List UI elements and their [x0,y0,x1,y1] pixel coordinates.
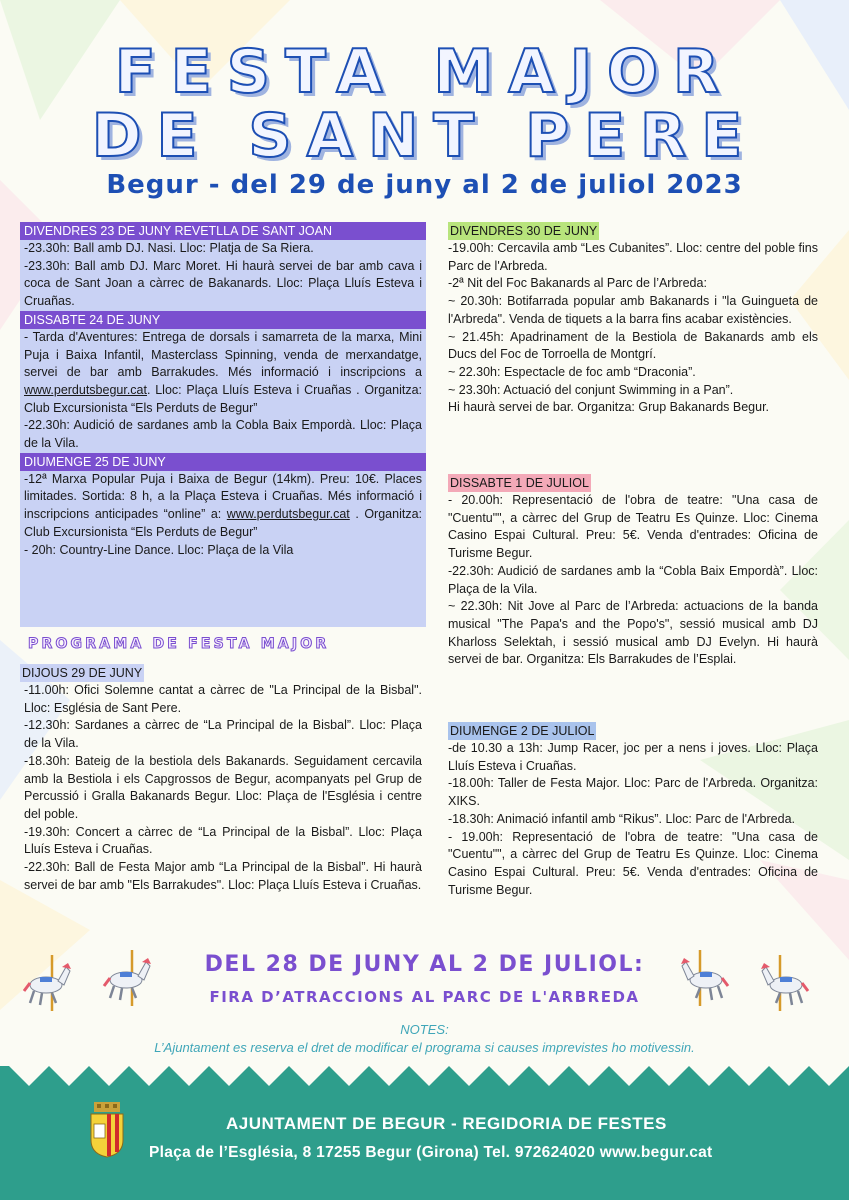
entry-time: - 20h: [24,542,56,557]
entry-text: Apadrinament de la Bestiola de Bakanards amb els Ducs del Foc de Torroella de Montgrí. [448,329,818,362]
subtitle: Begur - del 29 de juny al 2 de juliol 2023 [106,170,743,200]
schedule-entry [448,364,818,382]
schedule-entry [20,753,426,824]
entry-text: Audició de sardanes amb la Cobla Baix Empordà. Lloc: Plaça de la Vila. [24,418,422,451]
entry-text: Cercavila amb “Les Cubanites”. Lloc: centre del poble fins Parc de l'Arbreda. [448,241,818,273]
schedule-entry [20,240,426,258]
schedule-entry [20,542,426,560]
entry-text: Sardanes a càrrec de “La Principal de la Bisbal”. Lloc: Plaça de la Vila. [24,718,422,751]
entry-text: Concert a càrrec de “La Principal de la Bisbal”. Lloc: Plaça Lluís Esteva i Cruañas. [24,824,422,857]
schedule-entry [20,682,426,717]
entry-text: Taller de Festa Major. Lloc: Parc de l'Arbreda. Organitza: XIKS. [448,776,818,809]
entries-divendres-23 [20,240,426,311]
title-line-2: DE SANT PERE [91,101,758,171]
entry-time: -23.30h: [24,241,70,255]
perduts-link[interactable]: www.perdutsbegur.cat [226,507,350,522]
entry-time: -19.00h: [448,241,494,255]
municipal-crest-icon [88,1102,126,1158]
left-schedule-box [20,222,426,627]
entry-text: Ball amb DJ. Nasi. Lloc: Platja de Sa Riera. [69,241,314,255]
entry-time: -22.30h: [24,418,70,433]
entry-time: -de 10.30 a 13h: [448,741,543,755]
entries-divendres-30 [448,240,818,417]
entry-time: - Tarda d'Aventures: [24,329,138,344]
entry-time: -12ª Marxa Popular Puja i Baixa de Begur (14km). [24,471,315,486]
footer-address: Plaça de l’Església, 8 17255 Begur (Girona) Tel. 972624020 www.begur.cat [149,1144,713,1161]
entry-text: Ball de Festa Major amb “La Principal de la Bisbal”. Hi haurà servei de bar amb "Els Barrakudes". Lloc: Plaça Lluís Esteva i Cruañas. [24,860,422,892]
day-header-diumenge-25: DIUMENGE 25 DE JUNY [20,453,426,471]
entry-time: ~ 20.30h: [448,294,503,309]
entry-text: Representació de l'obra de teatre: "Una casa de "Cuentu"", a càrrec del Grup de Teatru Es Quinze. Lloc: Cinema Casino Espai Cultural. Preu: 5€. Venda d'entrades: Oficina de Turisme Begur. [448,493,818,561]
entry-text: Representació de l'obra de teatre: "Una casa de "Cuentu"", a càrrec del Grup de Teatru Es Quinze. Lloc: Cinema Casino Espai Cultural. Preu: 5€. Venda d'entrades: Oficina de Turisme Begur. [448,829,818,897]
entry-time: -2ª Nit del Foc Bakanards al Parc de l’Arbreda: [448,276,707,291]
schedule-entry [448,275,818,293]
notes-heading: NOTES: [400,1022,449,1037]
entry-time: ~ 23.30h: [448,382,501,397]
entry-time: -19.30h: [24,824,70,839]
schedule-entry [20,329,426,418]
programa-heading: PROGRAMA DE FESTA MAJOR [28,636,330,652]
entry-text: Ofici Solemne cantat a càrrec de "La Principal de la Bisbal". Lloc: Església de Sant Pere. [24,683,422,715]
day-header-dijous-29: DIJOUS 29 DE JUNY [22,666,143,680]
entry-time: ~ 21.45h: [448,329,504,344]
schedule-entry [448,240,818,275]
day-header-divendres-23: DIVENDRES 23 DE JUNY REVETLLA DE SANT JOAN [20,222,426,240]
diumenge-2-section [448,722,818,899]
entry-text: Espectacle de foc amb “Draconia”. [500,364,696,379]
entry-time: ~ 22.30h: [448,364,501,379]
entry-time: -18.00h: [448,776,494,791]
entry-time: - 19.00h: [448,829,504,844]
entry-time: -12.30h: [24,718,70,733]
entry-text: Hi haurà servei de bar. Organitza: Grup Bakanards Begur. [448,400,770,415]
perduts-link[interactable]: www.perdutsbegur.cat [24,382,147,397]
schedule-entry [448,382,818,400]
schedule-entry [448,293,818,328]
entry-time: -18.30h: [24,753,70,768]
schedule-entry [448,399,818,417]
divendres-30-section [448,222,818,417]
entry-time: -22.30h: [448,563,494,578]
schedule-entry [20,717,426,752]
entry-text: Bateig de la bestiola dels Bakanards. Seguidament cercavila amb la Bestiola i els Capgrossos de Begur, acompanyats pel Grup de Percussió i Gralla Bakanards Begur. Lloc: Plaça de l'Església i centre del poble. [24,753,422,821]
entry-text: Country-Line Dance. Lloc: Plaça de la Vila [55,542,294,557]
schedule-entry [20,859,426,894]
notes-text: L’Ajuntament es reserva el dret de modificar el programa si causes imprevistes ho motivessin. [154,1040,695,1055]
entry-text: Actuació del conjunt Swimming in a Pan”. [500,382,734,397]
entry-text: Botifarrada popular amb Bakanards i "la Guingueta de l'Arbreda". Venda de tiquets a la barra fins acabar existències. [448,294,818,326]
entry-time: -22.30h: [24,860,70,875]
schedule-entry [448,775,818,810]
entry-time: -18.30h: [448,811,494,826]
entry-time: -23.30h: [24,258,70,273]
dijous-section [20,664,426,894]
entry-text: Nit Jove al Parc de l’Arbreda: actuacions de la banda musical "The Papa's and the Popo's", sessió musical amb DJ Kharloss Selektah, i sessió musical amb DJ Evelyn. Hi haurà servei de bar. Organitza: Els Barrakudes de l’Esplai. [448,599,818,667]
entry-text: Preu: 10€. Places limitades. Sortida: 8 h, a la Plaça Esteva i Cruañas. Més informació i inscripcions anticipades “online” a: [24,471,422,522]
dissabte-1-section [448,474,818,669]
entry-time: ~ 22.30h: [448,599,503,614]
entry-text-after: . Lloc: Plaça Lluís Esteva i Cruañas . Organitza: Club Excursionista “Els Perduts de Begur” [24,382,422,415]
footer-organization: AJUNTAMENT DE BEGUR - REGIDORIA DE FESTES [226,1114,667,1133]
entries-dissabte-24 [20,329,426,453]
entry-text-after: . Organitza: Club Excursionista “Els Perduts de Begur” [24,507,423,539]
schedule-entry [448,492,818,563]
entry-text: Animació infantil amb “Rikus”. Lloc: Parc de l'Arbreda. [493,811,795,826]
schedule-entry [20,258,426,311]
day-header-divendres-30: DIVENDRES 30 DE JUNY [450,224,598,238]
schedule-entry [448,740,818,775]
entry-text: Ball amb DJ. Marc Moret. Hi haurà servei de bar amb cava i coca de Sant Joan a càrrec de Bakanards. Lloc: Plaça Lluís Esteva i Cruañas. [24,258,422,309]
fira-dates: DEL 28 DE JUNY AL 2 DE JULIOL: [204,952,645,977]
entry-time: -11.00h: [24,683,69,697]
entry-time: - 20.00h: [448,493,504,507]
schedule-entry [448,811,818,829]
entries-diumenge-2 [448,740,818,899]
day-header-dissabte-24: DISSABTE 24 DE JUNY [20,311,426,329]
schedule-entry [448,329,818,364]
day-header-dissabte-1: DISSABTE 1 DE JULIOL [450,476,589,490]
title-line-1: FESTA MAJOR [114,37,735,107]
schedule-entry [448,598,818,669]
entries-diumenge-25 [20,471,426,560]
schedule-entry [20,471,426,542]
schedule-entry [20,824,426,859]
entry-text: Entrega de dorsals i samarreta de la marxa, Mini Puja i Baixa Infantil, Masterclass Spinning, venda de merxandatge, servei de bar amb Barrakudes. Més informació i inscripcions a [24,329,422,380]
fira-title: FIRA D’ATRACCIONS AL PARC DE L'ARBREDA [209,988,640,1006]
entries-dijous-29 [20,682,426,894]
schedule-entry [20,417,426,452]
entry-text: Jump Racer, joc per a nens i joves. Lloc: Plaça Lluís Esteva i Cruañas. [448,741,818,773]
schedule-entry [448,829,818,900]
schedule-entry [448,563,818,598]
day-header-diumenge-2: DIUMENGE 2 DE JULIOL [450,724,595,738]
entries-dissabte-1 [448,492,818,669]
entry-text: Audició de sardanes amb la “Cobla Baix Empordà”. Lloc: Plaça de la Vila. [448,563,818,596]
